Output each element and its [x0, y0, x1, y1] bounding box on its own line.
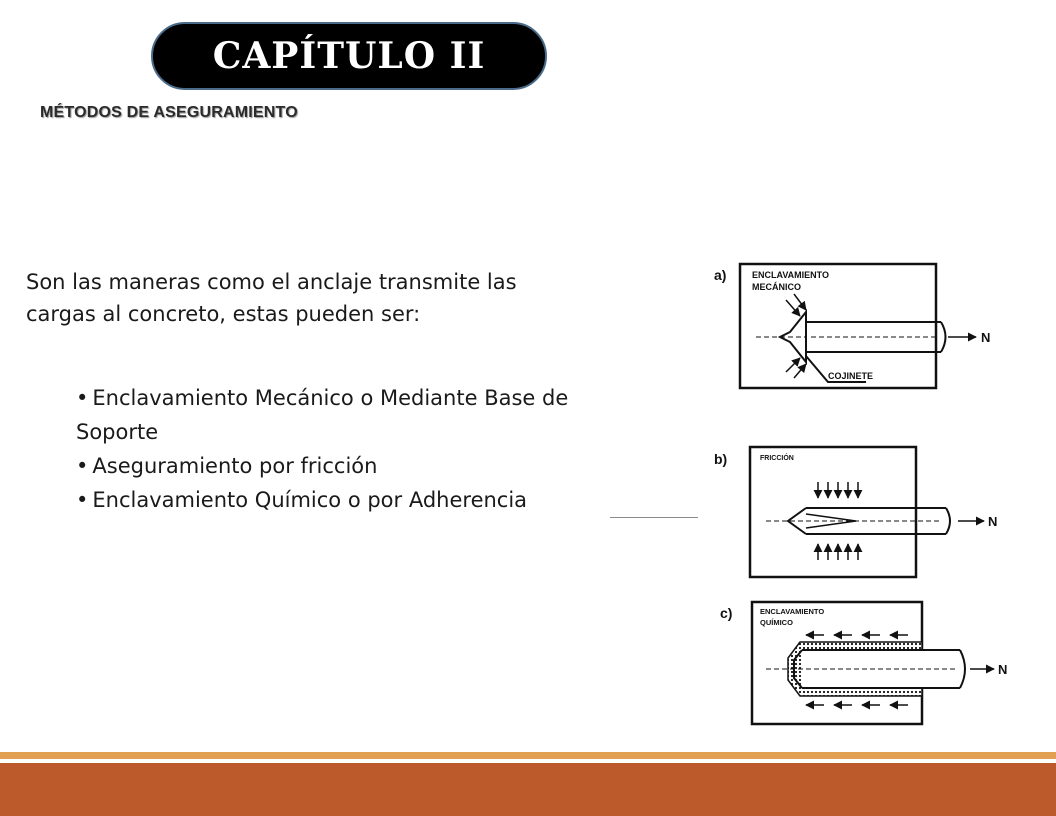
friction-arrows-top: [818, 482, 858, 498]
panel-b-tag: b): [714, 451, 728, 467]
panel-a-label-1: ENCLAVAMIENTO: [752, 270, 830, 280]
bearing-arrow: [786, 358, 800, 372]
footer-accent-line: [0, 752, 1056, 759]
panel-c-label-2: QUÍMICO: [760, 618, 793, 627]
panel-friction: [714, 447, 997, 577]
bar-end: [941, 322, 946, 352]
panel-b-frame: [750, 447, 916, 577]
intro-paragraph: [26, 266, 666, 330]
method-item-label: Enclavamiento Químico o por Adherencia: [92, 488, 528, 512]
panel-c-tag: c): [720, 605, 733, 621]
method-item-mechanical: [76, 381, 656, 449]
force-label-b: N: [988, 514, 998, 529]
anchoring-methods-figure: [706, 246, 1056, 736]
bearing-arrow: [794, 294, 806, 310]
chapter-title-banner: [151, 22, 547, 90]
panel-c-label-1: ENCLAVAMIENTO: [760, 607, 825, 616]
bearing-arrow: [786, 300, 800, 316]
method-item-label: Aseguramiento por fricción: [92, 454, 378, 478]
method-item-label: Enclavamiento Mecánico o Mediante Base de Soporte: [76, 386, 569, 444]
panel-b-label: FRICCIÓN: [760, 455, 794, 462]
divider-line: [610, 517, 698, 518]
chapter-title: CAPÍTULO II: [212, 35, 486, 77]
panel-mechanical: [714, 264, 990, 388]
force-label-a: N: [981, 330, 991, 345]
panel-a-label-2: MECÁNICO: [752, 282, 801, 292]
intro-line-2: cargas al concreto, estas pueden ser:: [26, 302, 421, 326]
method-item-chemical: [76, 483, 656, 517]
section-subtitle: MÉTODOS DE ASEGURAMIENTO: [40, 104, 298, 121]
bearing-arrow: [794, 364, 806, 378]
footer-band: [0, 763, 1056, 816]
bar-end: [960, 650, 965, 688]
force-label-c: N: [998, 662, 1008, 677]
methods-list: [76, 381, 656, 517]
panel-a-tag: a): [714, 267, 727, 283]
friction-arrows-bottom: [818, 544, 858, 560]
intro-line-1: Son las maneras como el anclaje transmite las: [26, 270, 517, 294]
method-item-friction: [76, 449, 656, 483]
callout-cojinete: COJINETE: [828, 371, 874, 381]
bar-end: [946, 508, 950, 534]
panel-chemical: [720, 602, 1007, 724]
